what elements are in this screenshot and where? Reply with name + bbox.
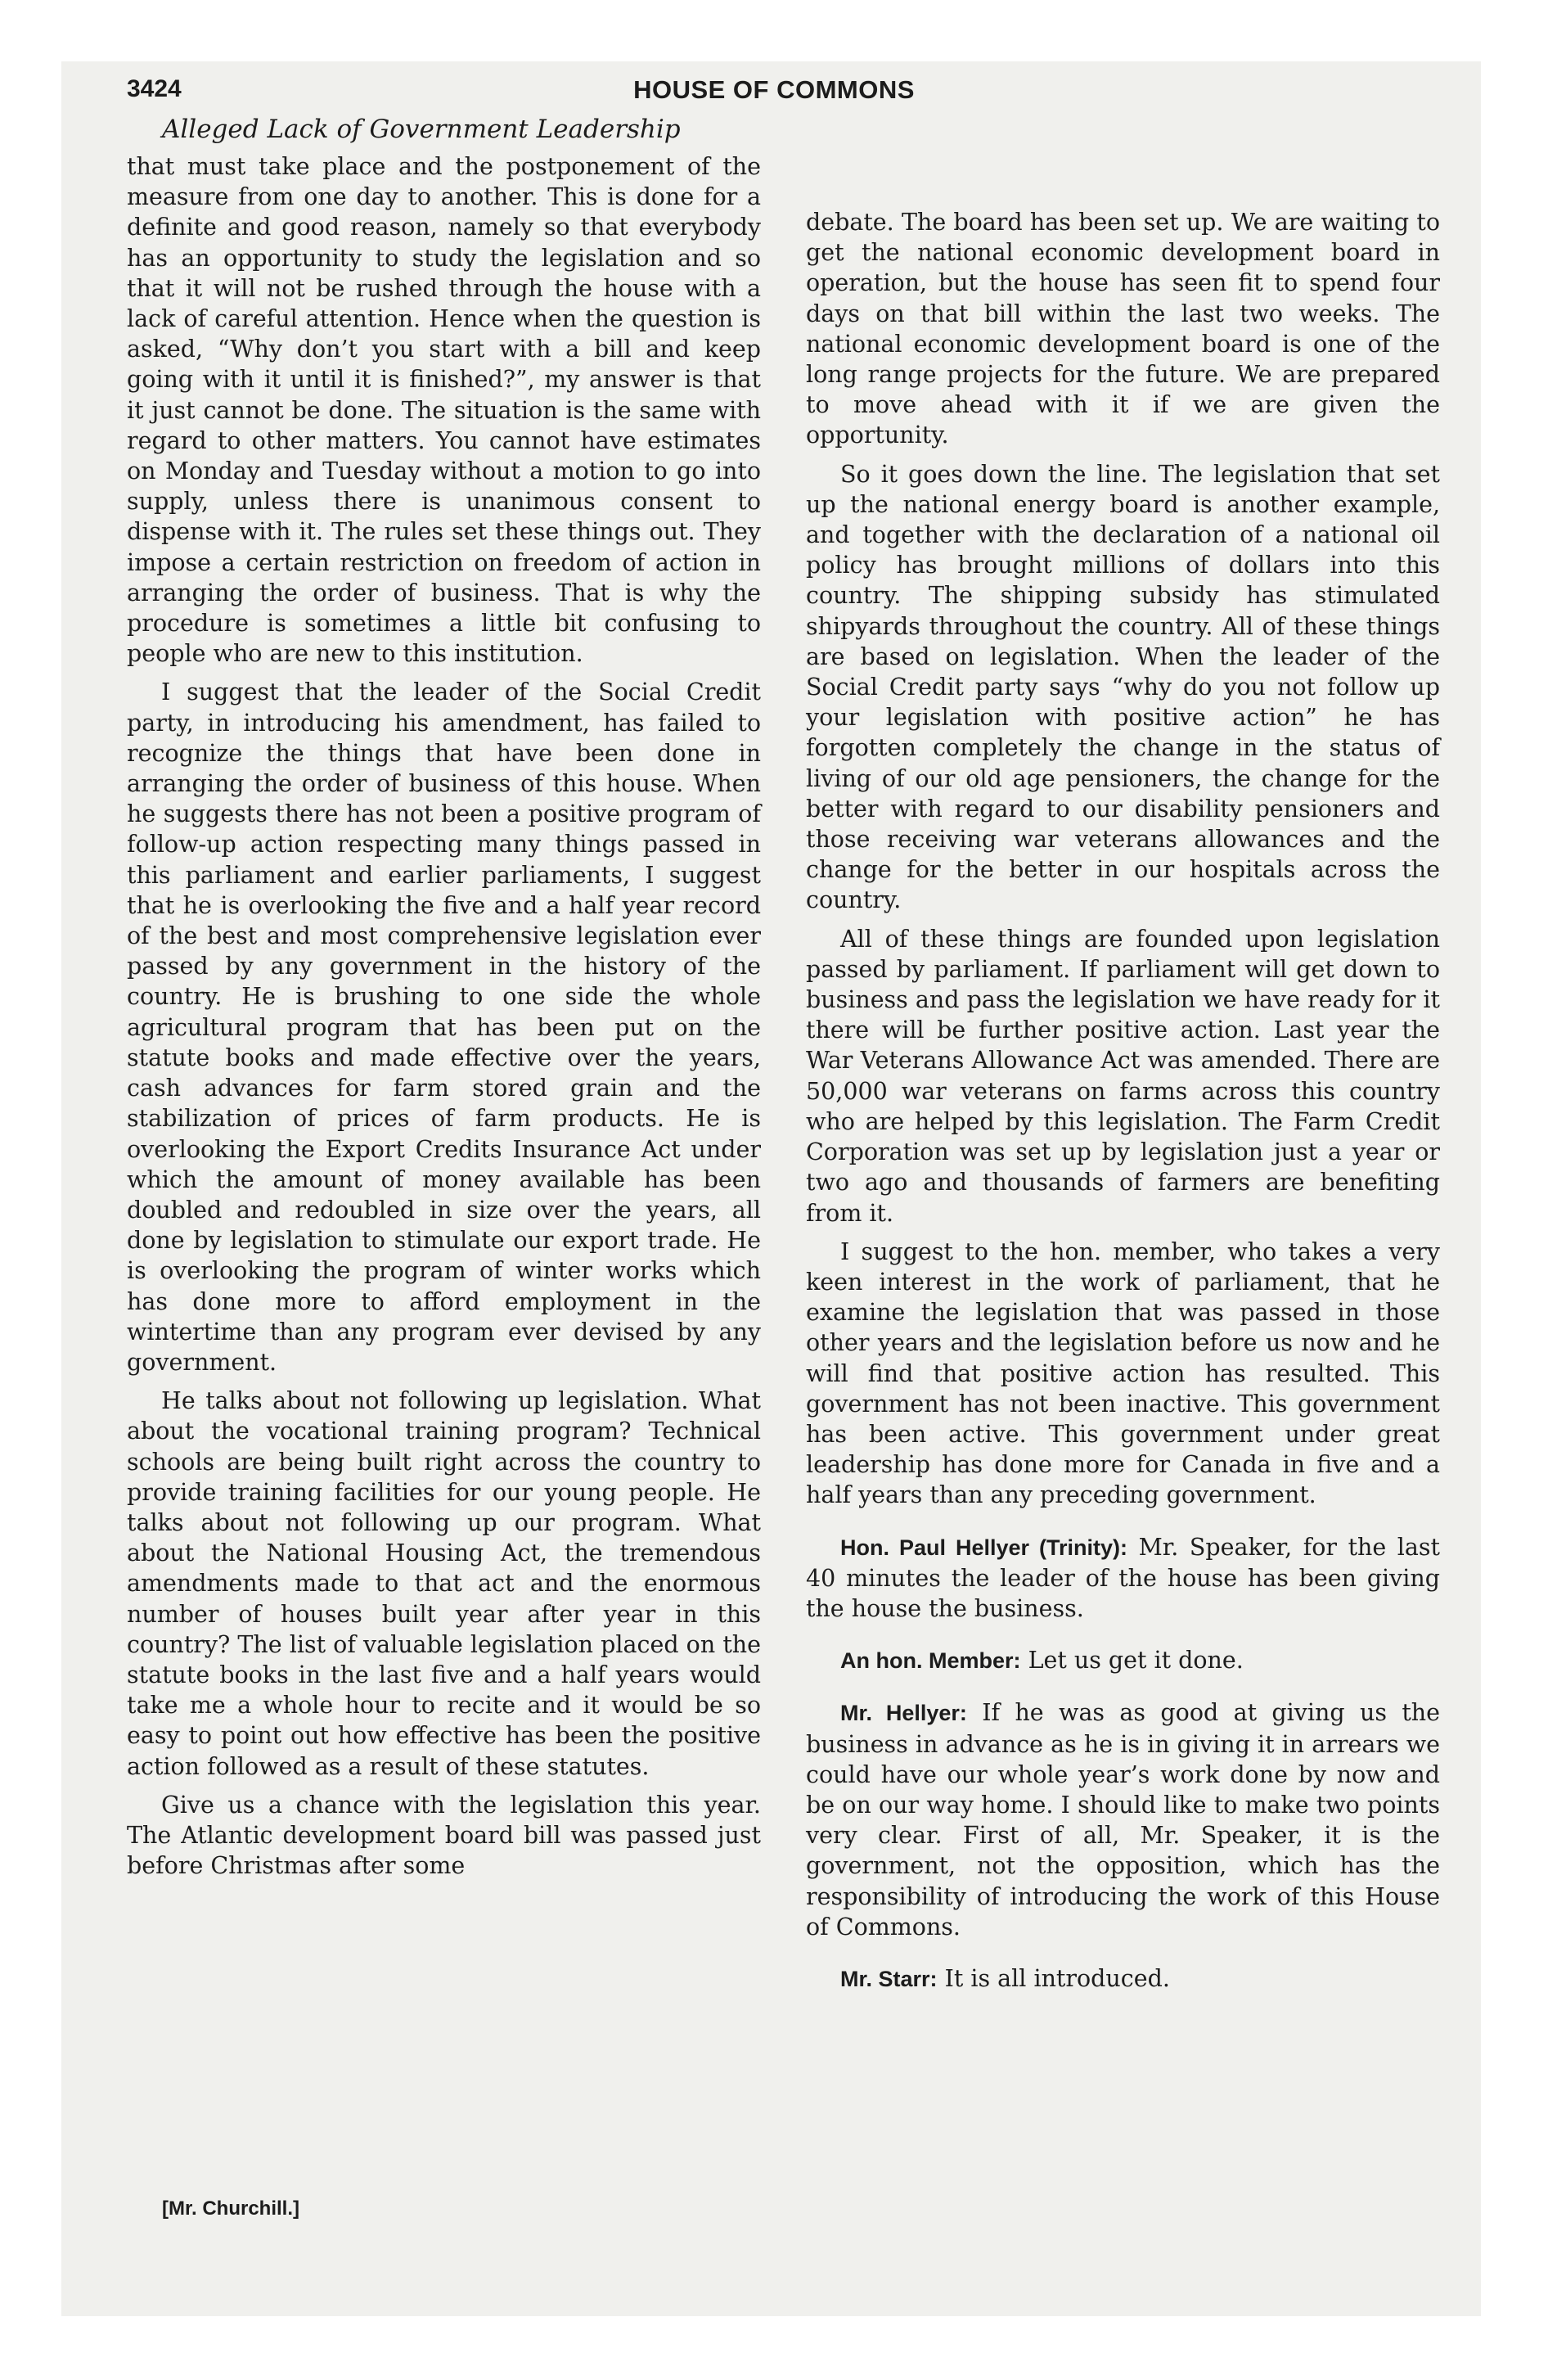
left-column [127, 151, 761, 1889]
speech-text: Mr. Speaker, for the last 40 minutes the leader of the house has been giving the house the business. [806, 1533, 1440, 1622]
speaker-name: Mr. Hellyer: [840, 1701, 967, 1726]
paragraph: I suggest that the leader of the Social Credit party, in introducing his amendment, has failed to recognize the things that have been done in arranging the order of business of this house. When he suggests there has not been a positive program of follow-up action respecting many things passed in this parliament and earlier parliaments, I suggest that he is overlooking the five and a half year record of the best and most comprehensive legislation ever passed by any government in the history of the country. He is brushing to one side the whole agricultural program that has been put on the statute books and made effective over the years, cash advances for farm stored grain and the stabilization of prices of farm products. He is overlooking the Export Credits Insurance Act under which the amount of money available has been doubled and redoubled in size over the years, all done by legislation to stimulate our export trade. He is overlooking the program of winter works which has done more to afford employment in the wintertime than any program ever devised by any government. [127, 678, 761, 1376]
page-number: 3424 [127, 75, 182, 102]
speech-text: If he was as good at giving us the business in advance as he is in giving it in arrears we could have our whole year’s work done by now and be on our way home. I should like to make two points very clear. First of all, Mr. Speaker, it is the government, not the opposition, which has the responsibility of introducing the work of this House of Commons. [806, 1699, 1441, 1941]
section-title: Alleged Lack of Government Leadership [162, 115, 681, 144]
speech [806, 1963, 1440, 1995]
speech-text: Let us get it done. [1028, 1647, 1244, 1675]
paragraph: that must take place and the postponement of the measure from one day to another. This is done for a definite and good reason, namely so that everybody has an opportunity to study the legislation and so that it will not be rushed through the house with a lack of careful attention. Hence when the question is asked, “Why don’t you start with a bill and keep going with it until it is finished?”, my answer is that it just cannot be done. The situation is the same with regard to other matters. You cannot have estimates on Monday and Tuesday without a motion to go into supply, unless there is unanimous consent to dispense with it. The rules set these things out. They impose a certain restriction on freedom of action in arranging the order of business. That is why the procedure is sometimes a little bit confusing to people who are new to this institution. [127, 153, 761, 668]
speech [806, 1645, 1440, 1676]
speech [806, 1532, 1440, 1625]
speech [806, 1697, 1440, 1942]
paragraph: debate. The board has been set up. We are waiting to get the national economic development board in operation, but the house has seen fit to spend four days on that bill within the last two weeks. The national economic development board is one of the long range projects for the future. We are prepared to move ahead with it if we are given the opportunity. [806, 209, 1440, 449]
right-column [806, 207, 1440, 2003]
paragraph: I suggest to the hon. member, who takes a very keen interest in the work of parliament, that he examine the legislation that was passed in those other years and the legislation before us now and he will find that positive action has resulted. This government has not been inactive. This government has been active. This government under great leadership has done more for Canada in five and a half years than any preceding government. [806, 1237, 1440, 1509]
paragraph: All of these things are founded upon legislation passed by parliament. If parliament will get down to business and pass the legislation we have ready for it there will be further positive action. Last year the War Veterans Allowance Act was amended. There are 50,000 war veterans on farms across this country who are helped by this legislation. The Farm Credit Corporation was set up by legislation just a year or two ago and thousands of farmers are benefiting from it. [806, 925, 1440, 1227]
speech-text: It is all introduced. [944, 1964, 1170, 1992]
page-header [0, 75, 1548, 116]
speaker-name: Hon. Paul Hellyer (Trinity): [840, 1535, 1128, 1560]
paragraph: So it goes down the line. The legislation that set up the national energy board is another example, and together with the declaration of a national oil policy has brought millions of dollars into this country. The shipping subsidy has stimulated shipyards throughout the country. All of these things are based on legislation. When the leader of the Social Credit party says “why do you not follow up your legislation with positive action” he has forgotten completely the change in the status of living of our old age pensioners, the change for the better with regard to our disability pensioners and those receiving war veterans allowances and the change for the better in our hospitals across the country. [806, 460, 1440, 914]
speaker-footnote: [Mr. Churchill.] [162, 2197, 299, 2220]
running-head: HOUSE OF COMMONS [633, 75, 915, 104]
speaker-name: An hon. Member: [840, 1648, 1021, 1674]
paragraph: He talks about not following up legislation. What about the vocational training program? Technical schools are being built right across the country to provide training facilities for our young people. He talks about not following up our program. What about the National Housing Act, the tremendous amendments made to that act and the enormous number of houses built year after year in this country? The list of valuable legislation placed on the statute books in the last five and a half years would take me a whole hour to recite and it would be so easy to point out how effective has been the positive action followed as a result of these statutes. [127, 1387, 761, 1780]
paragraph: Give us a chance with the legislation this year. The Atlantic development board bill was passed just before Christmas after some [127, 1791, 761, 1880]
speaker-name: Mr. Starr: [840, 1966, 938, 1991]
